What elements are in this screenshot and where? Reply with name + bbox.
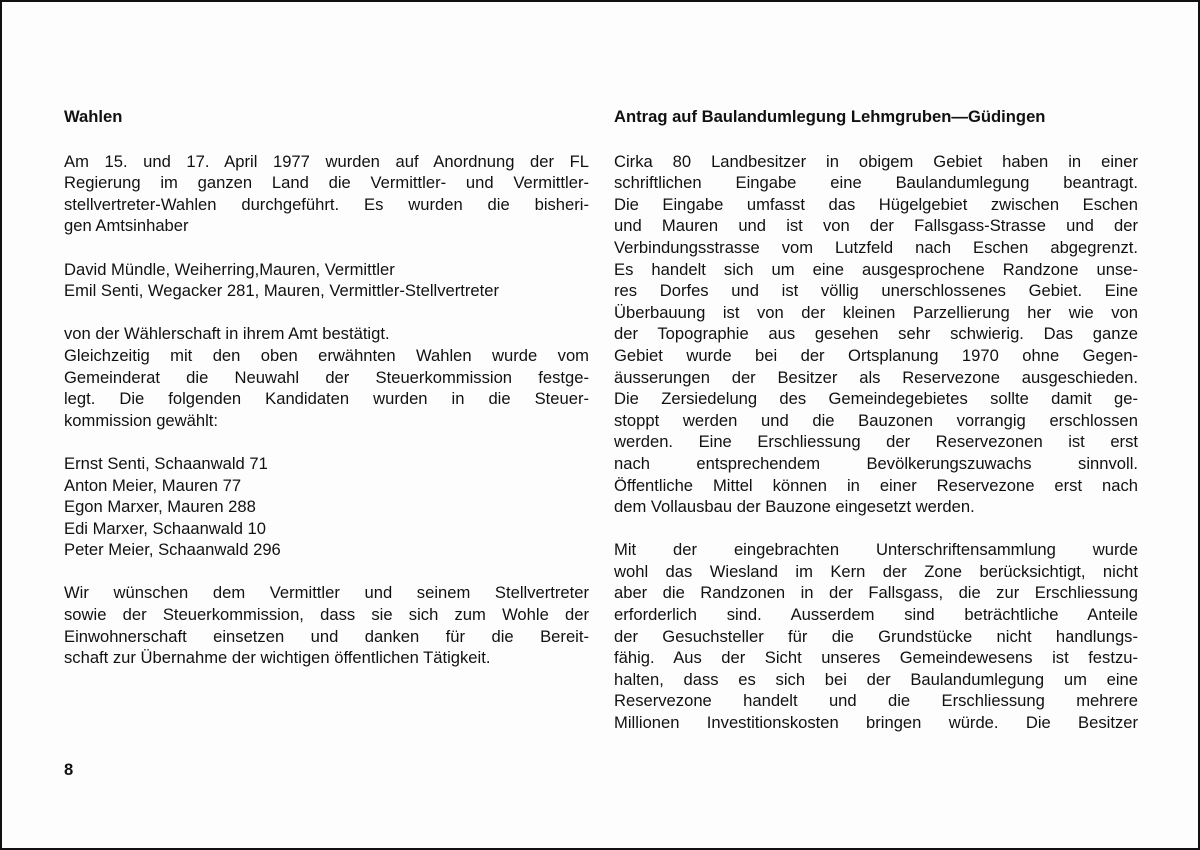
left-column <box>64 106 589 669</box>
text-line: nach entsprechendem Bevölkerungszuwachs sinnvoll. <box>614 453 1138 473</box>
text-line: und Mauren und ist von der Fallsgass-Strasse und der <box>614 216 1138 236</box>
text-line: schaft zur Übernahme der wichtigen öffentlichen Tätigkeit. <box>64 648 491 668</box>
text-line: aber die Randzonen in der Fallsgass, die zur Erschliessung <box>614 583 1138 603</box>
list-item: Peter Meier, Schaanwald 296 <box>64 540 281 560</box>
text-line: wohl das Wiesland im Kern der Zone berücksichtigt, nicht <box>614 561 1138 581</box>
text-line: schriftlichen Eingabe eine Baulandumlegung beantragt. <box>614 173 1138 193</box>
text-line: Gleichzeitig mit den oben erwähnten Wahlen wurde vom <box>64 345 589 365</box>
text-line: Reservezone handelt und die Erschliessung mehrere <box>614 691 1138 711</box>
text-line: der Gesuchsteller für die Grundstücke nicht handlungs- <box>614 626 1138 646</box>
text-line: stellvertreter-Wahlen durchgeführt. Es wurden die bisheri- <box>64 194 589 214</box>
list-item: Anton Meier, Mauren 77 <box>64 475 242 495</box>
list-item: Ernst Senti, Schaanwald 71 <box>64 453 268 473</box>
text-line: Gebiet wurde bei der Ortsplanung 1970 ohne Gegen- <box>614 345 1138 365</box>
text-line: Gemeinderat die Neuwahl der Steuerkommission festge- <box>64 367 589 387</box>
text-line: dem Vollausbau der Bauzone eingesetzt werden. <box>614 497 975 517</box>
heading-wahlen: Wahlen <box>64 107 123 126</box>
text-line: Am 15. und 17. April 1977 wurden auf Anordnung der FL <box>64 151 589 171</box>
officials-list <box>64 259 589 302</box>
text-line: Wir wünschen dem Vermittler und seinem Stellvertreter <box>64 583 589 603</box>
paragraph-election-intro <box>64 151 589 237</box>
text-line: der Topographie aus gesehen sehr schwierig. Das ganze <box>614 324 1138 344</box>
paragraph-signature-collection <box>614 539 1138 733</box>
list-item: Emil Senti, Wegacker 281, Mauren, Vermittler-Stellvertreter <box>64 281 499 301</box>
heading-baulandumlegung: Antrag auf Baulandumlegung Lehmgruben—Güdingen <box>614 107 1046 126</box>
paragraph-application <box>614 151 1138 518</box>
text-line: Verbindungsstrasse vom Lutzfeld nach Eschen abgegrenzt. <box>614 237 1138 257</box>
text-line: Regierung im ganzen Land die Vermittler- und Vermittler- <box>64 173 589 193</box>
text-line: halten, dass es sich bei der Baulandumlegung um eine <box>614 669 1138 689</box>
text-line: Einwohnerschaft einsetzen und danken für die Bereit- <box>64 626 589 646</box>
text-line: äusserungen der Besitzer als Reservezone ausgeschieden. <box>614 367 1138 387</box>
paragraph-closing-wishes <box>64 582 589 668</box>
text-line: von der Wählerschaft in ihrem Amt bestätigt. <box>64 324 390 344</box>
text-line: kommission gewählt: <box>64 410 219 430</box>
text-line: Millionen Investitionskosten bringen würde. Die Besitzer <box>614 713 1138 733</box>
text-line: legt. Die folgenden Kandidaten wurden in die Steuer- <box>64 389 589 409</box>
text-line: sowie der Steuerkommission, dass sie sich zum Wohle der <box>64 605 589 625</box>
text-line: Überbauung ist von der kleinen Parzellierung her wie von <box>614 302 1138 322</box>
paragraph-confirmation <box>64 323 589 431</box>
page-number: 8 <box>64 760 74 779</box>
list-item: Egon Marxer, Mauren 288 <box>64 497 256 517</box>
text-line: Es handelt sich um eine ausgesprochene Randzone unse- <box>614 259 1138 279</box>
text-line: Die Eingabe umfasst das Hügelgebiet zwischen Eschen <box>614 194 1138 214</box>
text-line: Mit der eingebrachten Unterschriftensammlung wurde <box>614 540 1138 560</box>
candidates-list <box>64 453 589 561</box>
text-line: Die Zersiedelung des Gemeindegebietes sollte damit ge- <box>614 389 1138 409</box>
text-line: res Dorfes und ist völlig unerschlossenes Gebiet. Eine <box>614 281 1138 301</box>
text-line: erforderlich sind. Ausserdem sind beträchtliche Anteile <box>614 605 1138 625</box>
text-line: gen Amtsinhaber <box>64 216 189 236</box>
text-line: Cirka 80 Landbesitzer in obigem Gebiet haben in einer <box>614 151 1138 171</box>
text-line: fähig. Aus der Sicht unseres Gemeindewesens ist festzu- <box>614 648 1138 668</box>
text-line: Öffentliche Mittel können in einer Reservezone erst nach <box>614 475 1138 495</box>
list-item: Edi Marxer, Schaanwald 10 <box>64 518 267 538</box>
text-line: werden. Eine Erschliessung der Reservezonen ist erst <box>614 432 1138 452</box>
list-item: David Mündle, Weiherring,Mauren, Vermittler <box>64 259 395 279</box>
text-line: stoppt werden und die Bauzonen vorrangig erschlossen <box>614 410 1138 430</box>
right-column <box>614 106 1138 734</box>
